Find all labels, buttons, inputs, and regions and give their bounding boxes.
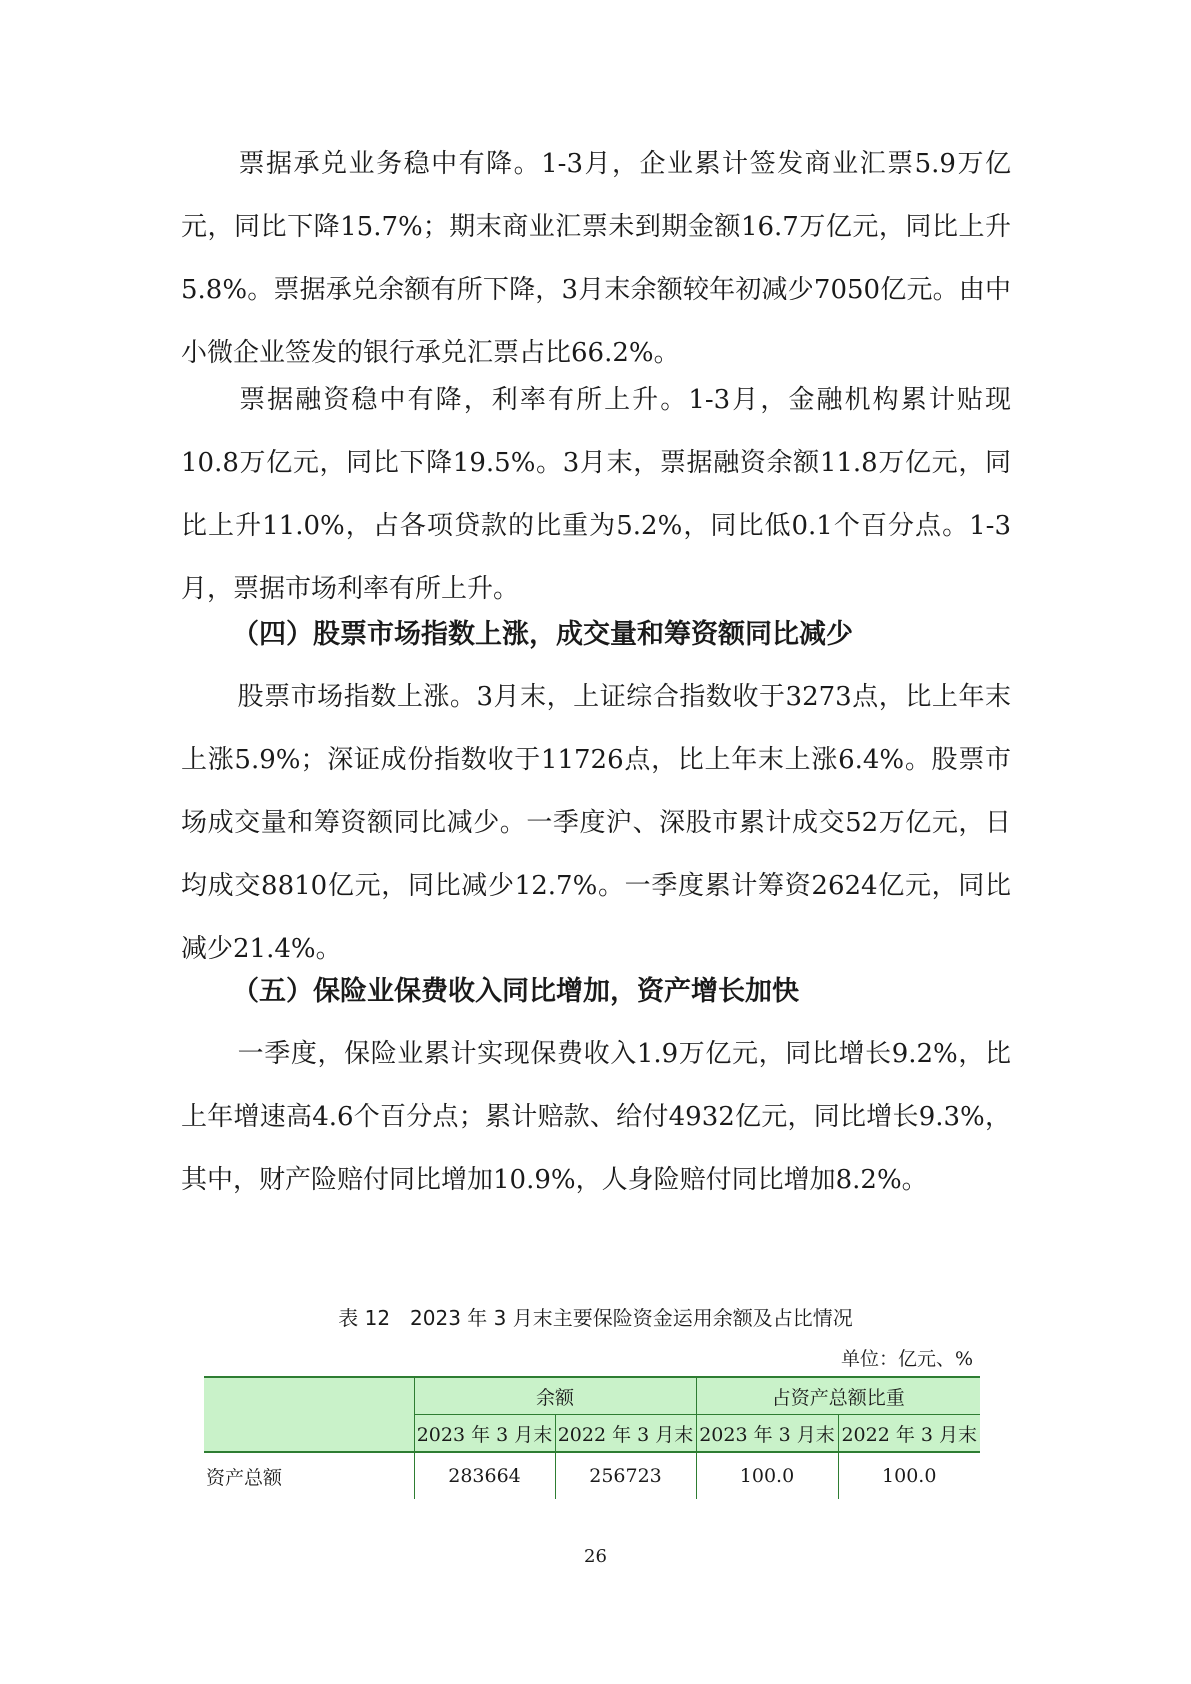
section-heading-insurance: （五）保险业保费收入同比增加，资产增长加快 (232, 976, 799, 1007)
paragraph-insurance: 一季度，保险业累计实现保费收入1.9万亿元，同比增长9.2%，比上年增速高4.6个百分点；累计赔款、给付4932亿元，同比增长9.3%，其中，财产险赔付同比增加10.9%，人身险赔付同比增加8.2%。 (181, 1039, 1011, 1195)
table-cell: 100.0 (696, 1452, 838, 1499)
table-cell: 256723 (555, 1452, 696, 1499)
section-heading-stock-market: （四）股票市场指数上涨，成交量和筹资额同比减少 (232, 619, 853, 650)
table-cell: 283664 (414, 1452, 555, 1499)
page-number: 26 (584, 1546, 607, 1567)
paragraph-bill-financing: 票据融资稳中有降，利率有所上升。1-3月，金融机构累计贴现10.8万亿元，同比下降19.5%。3月末，票据融资余额11.8万亿元，同比上升11.0%，占各项贷款的比重为5.2%，同比低0.1个百分点。1-3月，票据市场利率有所上升。 (181, 385, 1011, 604)
table-caption: 表 12 2023 年 3 月末主要保险资金运用余额及占比情况 (338, 1306, 853, 1330)
insurance-funds-table (204, 1376, 980, 1499)
table-group-header: 占资产总额比重 (696, 1377, 980, 1415)
table-column-header: 2022 年 3 月末 (838, 1415, 980, 1453)
table-row (204, 1452, 980, 1499)
table-column-header: 2022 年 3 月末 (555, 1415, 696, 1453)
paragraph-bill-acceptance: 票据承兑业务稳中有降。1-3月，企业累计签发商业汇票5.9万亿元，同比下降15.7%；期末商业汇票未到期金额16.7万亿元，同比上升5.8%。票据承兑余额有所下降，3月末余额较年初减少7050亿元。由中小微企业签发的银行承兑汇票占比66.2%。 (181, 149, 1011, 368)
table-corner-cell (204, 1377, 414, 1452)
table-column-header: 2023 年 3 月末 (414, 1415, 555, 1453)
table-column-header: 2023 年 3 月末 (696, 1415, 838, 1453)
table-cell: 100.0 (838, 1452, 980, 1499)
table-group-header: 余额 (414, 1377, 696, 1415)
table-unit-label: 单位：亿元、% (840, 1348, 973, 1370)
paragraph-stock-market: 股票市场指数上涨。3月末，上证综合指数收于3273点，比上年末上涨5.9%；深证成份指数收于11726点，比上年末上涨6.4%。股票市场成交量和筹资额同比减少。一季度沪、深股市累计成交52万亿元，日均成交8810亿元，同比减少12.7%。一季度累计筹资2624亿元，同比减少21.4%。 (181, 682, 1011, 964)
table-row-label: 资产总额 (204, 1452, 414, 1499)
